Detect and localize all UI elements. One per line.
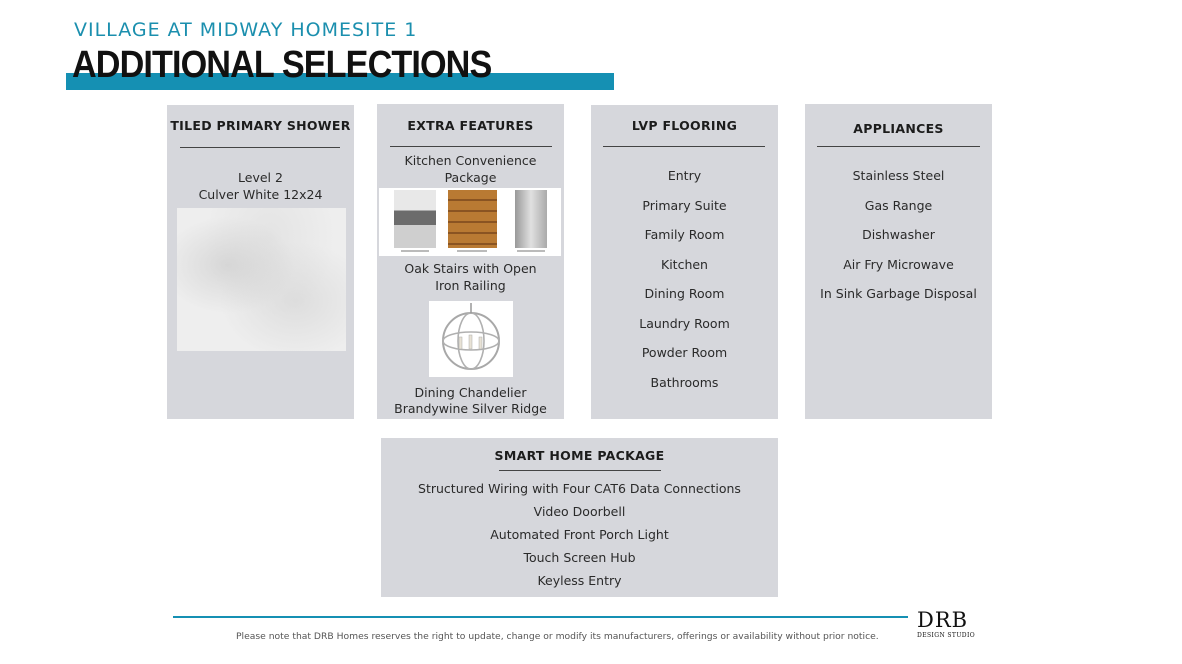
logo-subtext: DESIGN STUDIO xyxy=(917,632,976,639)
kitchen-convenience-label: Kitchen Convenience Package xyxy=(404,153,537,185)
drb-design-studio-logo xyxy=(917,608,977,639)
divider xyxy=(603,146,765,147)
card-tiled-primary-shower xyxy=(167,105,354,419)
list-item: Powder Room xyxy=(641,345,728,360)
list-item: Air Fry Microwave xyxy=(843,257,954,272)
kitchen-package-image xyxy=(379,188,561,256)
list-item: Kitchen xyxy=(661,257,708,272)
list-item: Keyless Entry xyxy=(537,573,622,588)
page-title: ADDITIONAL SELECTIONS xyxy=(72,44,492,86)
footer-divider xyxy=(173,616,908,618)
card-extra-features xyxy=(377,104,564,419)
card-heading: LVP FLOORING xyxy=(631,118,738,133)
card-lvp-flooring xyxy=(591,105,778,419)
chandelier-name: Dining Chandelier xyxy=(414,385,527,400)
divider xyxy=(499,470,661,471)
list-item: Touch Screen Hub xyxy=(523,550,636,565)
list-item: Dishwasher xyxy=(862,227,935,242)
shower-tile: Culver White 12x24 xyxy=(198,187,323,202)
divider xyxy=(390,146,552,147)
card-heading: TILED PRIMARY SHOWER xyxy=(170,118,351,133)
list-item: Stainless Steel xyxy=(852,168,945,183)
divider xyxy=(817,146,980,147)
list-item: Video Doorbell xyxy=(533,504,626,519)
list-item: Primary Suite xyxy=(642,198,727,213)
card-heading: APPLIANCES xyxy=(853,121,944,136)
list-item: Dining Room xyxy=(644,286,725,301)
list-item: Bathrooms xyxy=(650,375,719,390)
marble-tile-image xyxy=(177,208,346,351)
list-item: Gas Range xyxy=(864,198,933,213)
logo-mark: DRB xyxy=(917,608,969,632)
card-appliances xyxy=(805,104,992,419)
shower-level: Level 2 xyxy=(238,170,283,185)
oak-stairs-label: Oak Stairs with Open Iron Railing xyxy=(404,261,537,293)
list-item: Entry xyxy=(667,168,702,183)
chandelier-image xyxy=(429,301,513,377)
list-item: In Sink Garbage Disposal xyxy=(820,286,977,301)
chandelier-model: Brandywine Silver Ridge xyxy=(394,401,547,416)
divider xyxy=(180,147,340,148)
card-heading: SMART HOME PACKAGE xyxy=(494,448,665,463)
list-item: Family Room xyxy=(644,227,725,242)
page-subtitle: VILLAGE AT MIDWAY HOMESITE 1 xyxy=(74,19,418,41)
card-smart-home-package xyxy=(381,438,778,597)
list-item: Structured Wiring with Four CAT6 Data Connections xyxy=(418,481,741,496)
list-item: Automated Front Porch Light xyxy=(490,527,669,542)
card-heading: EXTRA FEATURES xyxy=(407,118,534,133)
list-item: Laundry Room xyxy=(639,316,730,331)
footer-disclaimer: Please note that DRB Homes reserves the right to update, change or modify its manufacturers, offerings or availability without prior notice. xyxy=(236,631,879,642)
